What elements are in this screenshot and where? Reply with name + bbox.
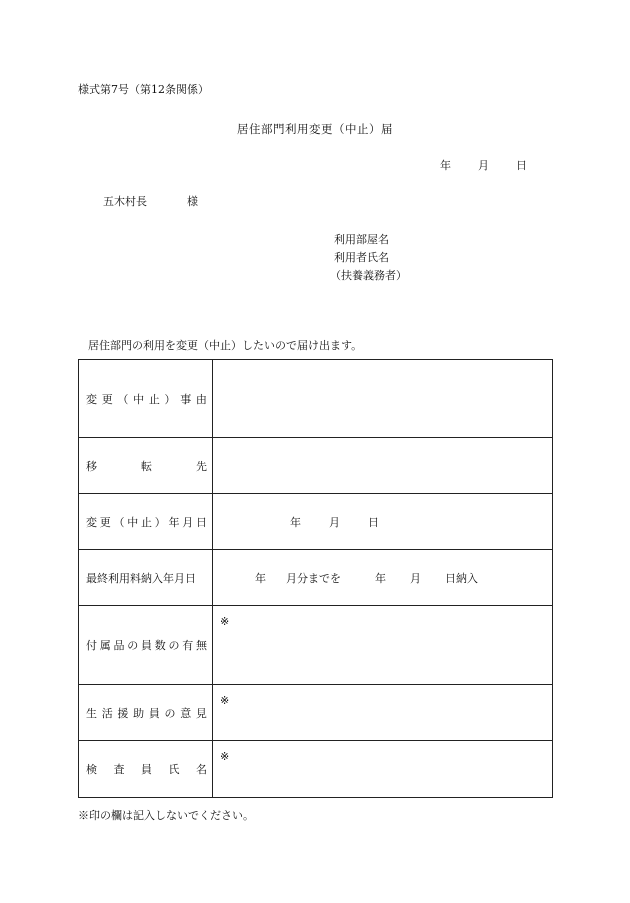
label-char: 員 xyxy=(141,763,152,776)
document-title: 居住部門利用変更（中止）届 xyxy=(237,122,393,136)
label-char: 変 xyxy=(86,515,97,529)
row-label-cell xyxy=(79,360,213,438)
addressee xyxy=(103,193,198,209)
table-row xyxy=(79,741,553,798)
addressee-name: 五木村長 xyxy=(103,195,147,208)
footer-note: ※印の欄は記入しないでください。 xyxy=(78,809,254,822)
office-use-mark: ※ xyxy=(220,615,230,628)
change-date-label xyxy=(79,514,212,530)
label-char: 見 xyxy=(195,706,207,720)
label-char: 無 xyxy=(196,639,207,652)
payment-year2: 年 xyxy=(375,571,386,585)
label-char: 査 xyxy=(113,763,125,776)
label-char: 先 xyxy=(196,459,207,473)
label-char: 更 xyxy=(101,392,113,406)
user-name-label: 利用者氏名 xyxy=(334,251,389,264)
table-row xyxy=(79,550,553,606)
date-year: 年 xyxy=(440,159,451,172)
label-char: 変 xyxy=(86,392,97,406)
payment-month1: 月分までを xyxy=(286,571,341,585)
payment-month2: 月 xyxy=(410,571,421,585)
date-day: 日 xyxy=(516,159,527,172)
relocation-field[interactable] xyxy=(213,438,553,494)
change-day: 日 xyxy=(368,515,379,529)
label-char: 月 xyxy=(182,515,194,529)
room-name-label: 利用部屋名 xyxy=(334,233,389,246)
label-char: 日 xyxy=(196,515,207,529)
label-char: 事 xyxy=(180,392,192,406)
label-char: の xyxy=(164,706,176,720)
change-date-field[interactable] xyxy=(213,494,553,550)
label-char: 更 xyxy=(99,515,111,529)
detail-table xyxy=(78,359,553,798)
label-char: ） xyxy=(164,392,176,406)
applicant-block xyxy=(330,231,407,285)
table-row xyxy=(79,606,553,685)
label-char: 助 xyxy=(133,706,145,720)
addressee-honorific: 様 xyxy=(187,195,198,208)
office-use-mark: ※ xyxy=(220,694,230,707)
label-char: の xyxy=(127,639,139,652)
label-char: ） xyxy=(154,515,166,529)
label-char: 数 xyxy=(154,639,166,652)
guardian-label: （扶養義務者） xyxy=(330,269,407,282)
row-label-cell xyxy=(79,685,213,741)
accessories-label xyxy=(79,637,212,653)
support-staff-opinion-label xyxy=(79,705,212,721)
row-label-cell xyxy=(79,606,213,685)
label-char: 年 xyxy=(168,515,180,529)
final-payment-field[interactable] xyxy=(213,550,553,606)
label-char: 止 xyxy=(148,392,160,406)
label-char: 意 xyxy=(180,706,192,720)
change-year: 年 xyxy=(290,515,301,529)
final-payment-label: 最終利用料納入年月日 xyxy=(86,571,196,585)
table-row xyxy=(79,360,553,438)
label-char: 止 xyxy=(141,515,152,529)
label-char: 生 xyxy=(86,706,97,720)
label-char: （ xyxy=(113,515,125,529)
change-reason-field[interactable] xyxy=(213,360,553,438)
intro-text: 居住部門の利用を変更（中止）したいので届け出ます。 xyxy=(88,339,363,352)
label-char: 品 xyxy=(113,639,125,652)
label-char: 属 xyxy=(99,639,111,652)
accessories-field[interactable] xyxy=(213,606,553,685)
relocation-label xyxy=(79,458,212,474)
label-char: 中 xyxy=(133,392,145,406)
row-label-cell xyxy=(79,438,213,494)
label-char: 中 xyxy=(127,515,139,529)
row-label-cell xyxy=(79,741,213,798)
row-label-cell xyxy=(79,494,213,550)
payment-year1: 年 xyxy=(255,571,266,585)
table-row xyxy=(79,438,553,494)
label-char: 援 xyxy=(117,706,129,720)
label-char: の xyxy=(168,639,180,652)
office-use-mark: ※ xyxy=(220,750,230,763)
row-label-cell xyxy=(79,550,213,606)
inspector-name-field[interactable] xyxy=(213,741,553,798)
label-char: 由 xyxy=(195,392,207,406)
label-char: 員 xyxy=(148,706,160,720)
label-char: 移 xyxy=(86,459,97,473)
table-row xyxy=(79,685,553,741)
support-staff-opinion-field[interactable] xyxy=(213,685,553,741)
label-char: 転 xyxy=(141,459,152,473)
change-reason-label xyxy=(79,391,212,407)
label-char: 名 xyxy=(196,763,207,776)
table-row xyxy=(79,494,553,550)
change-month: 月 xyxy=(329,515,340,529)
label-char: 有 xyxy=(182,639,194,652)
date-month: 月 xyxy=(478,159,489,172)
form-number-label: 様式第7号（第12条関係） xyxy=(78,83,209,96)
label-char: （ xyxy=(117,392,129,406)
label-char: 氏 xyxy=(168,763,180,776)
submission-date xyxy=(440,157,527,173)
label-char: 活 xyxy=(101,706,113,720)
inspector-name-label xyxy=(79,761,212,777)
label-char: 検 xyxy=(86,763,97,776)
label-char: 付 xyxy=(86,639,97,652)
payment-day2: 日納入 xyxy=(445,571,478,585)
label-char: 員 xyxy=(141,639,152,652)
